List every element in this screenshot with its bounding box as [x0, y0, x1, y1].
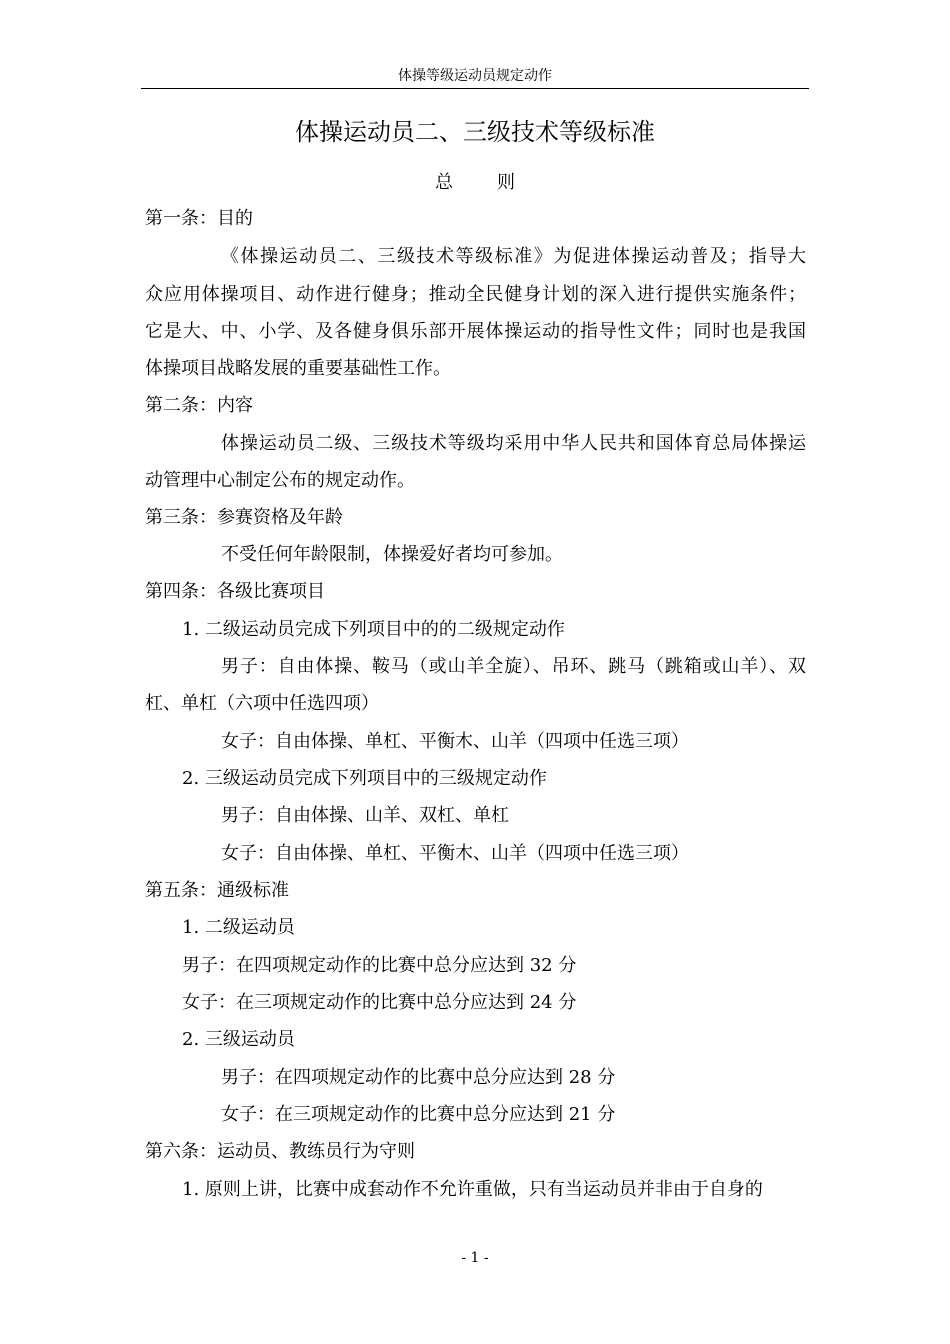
article-1-heading: 第一条：目的 [145, 208, 253, 229]
paragraph-line: 男子：自由体操、山羊、双杠、单杠 [221, 805, 509, 826]
article-3-heading: 第三条：参赛资格及年龄 [145, 507, 343, 528]
paragraph-line: 男子：自由体操、鞍马（或山羊全旋）、吊环、跳马（跳箱或山羊）、双 [221, 656, 806, 677]
article-2-heading: 第二条：内容 [145, 395, 253, 416]
paragraph-line: 女子：自由体操、单杠、平衡木、山羊（四项中任选三项） [221, 843, 689, 864]
paragraph-line: 女子：在三项规定动作的比赛中总分应达到 24 分 [182, 992, 577, 1013]
header-rule [141, 88, 809, 89]
paragraph-line: 《体操运动员二、三级技术等级标准》为促进体操运动普及；指导大 [221, 246, 806, 267]
article-5-heading: 第五条：通级标准 [145, 880, 289, 901]
list-item: 2. 三级运动员完成下列项目中的三级规定动作 [182, 768, 547, 789]
paragraph-line: 不受任何年龄限制，体操爱好者均可参加。 [221, 544, 563, 565]
section-heading [141, 169, 809, 197]
section-heading-right: 则 [497, 172, 515, 193]
list-item: 1. 二级运动员完成下列项目中的的二级规定动作 [182, 619, 565, 640]
paragraph-line: 它是大、中、小学、及各健身俱乐部开展体操运动的指导性文件；同时也是我国 [145, 321, 806, 342]
list-item: 1. 原则上讲，比赛中成套动作不允许重做，只有当运动员并非由于自身的 [182, 1179, 763, 1200]
paragraph-line: 杠、单杠（六项中任选四项） [145, 693, 379, 714]
page-number: - 1 - [461, 1250, 489, 1266]
paragraph-line: 体操项目战略发展的重要基础性工作。 [145, 358, 451, 379]
paragraph-line: 女子：在三项规定动作的比赛中总分应达到 21 分 [221, 1104, 616, 1125]
section-heading-left: 总 [435, 172, 453, 193]
list-item: 1. 二级运动员 [182, 917, 295, 938]
article-4-heading: 第四条：各级比赛项目 [145, 581, 325, 602]
list-item: 2. 三级运动员 [182, 1029, 295, 1050]
article-6-heading: 第六条：运动员、教练员行为守则 [145, 1141, 415, 1162]
paragraph-line: 男子：在四项规定动作的比赛中总分应达到 28 分 [221, 1067, 616, 1088]
running-header: 体操等级运动员规定动作 [398, 68, 552, 84]
document-title: 体操运动员二、三级技术等级标准 [295, 118, 655, 146]
paragraph-line: 众应用体操项目、动作进行健身；推动全民健身计划的深入进行提供实施条件； [145, 284, 806, 305]
paragraph-line: 动管理中心制定公布的规定动作。 [145, 470, 415, 491]
paragraph-line: 女子：自由体操、单杠、平衡木、山羊（四项中任选三项） [221, 731, 689, 752]
paragraph-line: 体操运动员二级、三级技术等级均采用中华人民共和国体育总局体操运 [221, 433, 806, 454]
paragraph-line: 男子：在四项规定动作的比赛中总分应达到 32 分 [182, 955, 577, 976]
